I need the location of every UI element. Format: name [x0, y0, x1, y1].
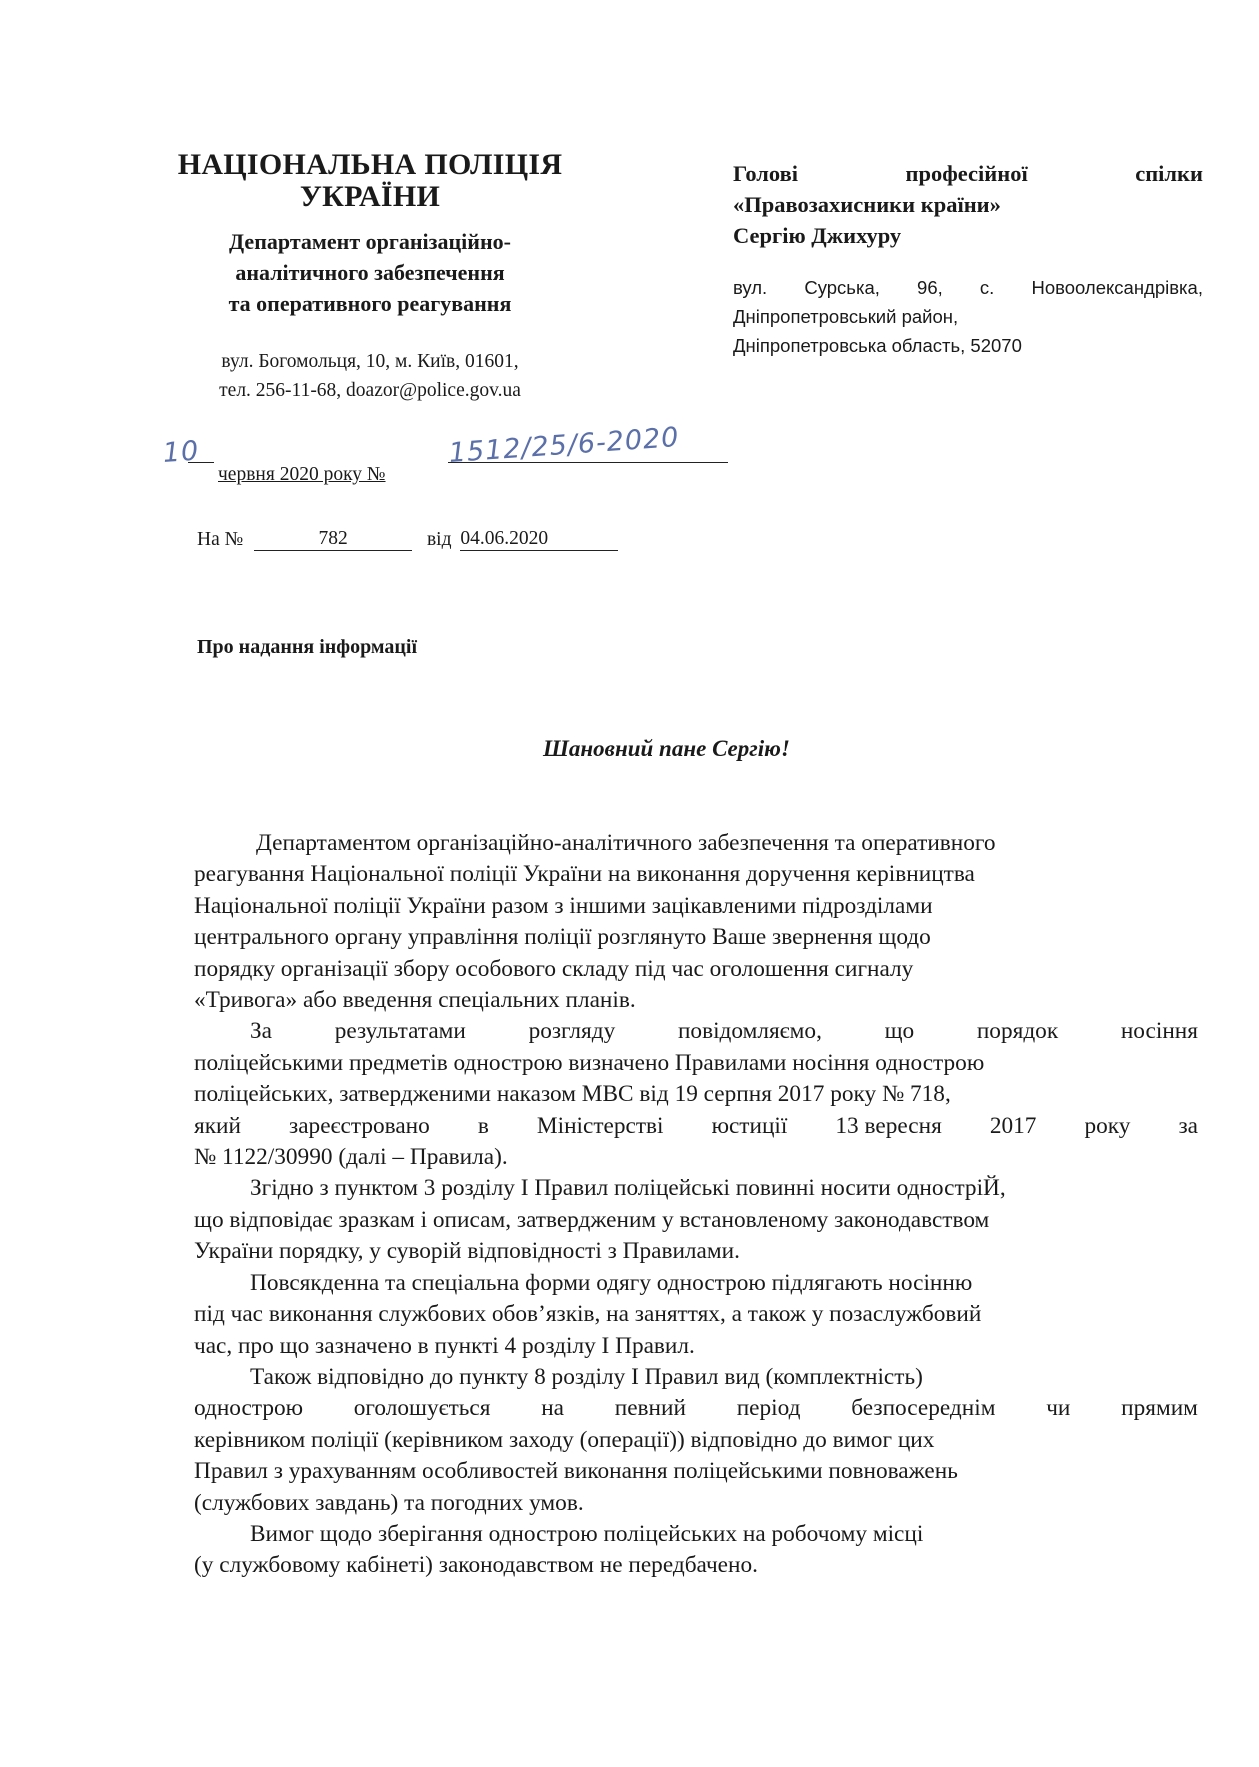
greeting: Шановний пане Сергію!: [543, 736, 790, 761]
dept-line3: та оперативного реагування: [228, 291, 512, 316]
from-date: 04.06.2020: [460, 528, 618, 551]
body-line: Повсякденна та спеціальна форми одягу однострою підлягають носінню: [250, 1269, 973, 1296]
body-text: реагування Національної поліції України на виконання доручення керівництва: [194, 861, 975, 888]
body-line: [194, 1111, 1198, 1142]
body-line: [194, 891, 1198, 922]
address-word: 96,: [917, 277, 943, 298]
body-word: на: [541, 1395, 565, 1422]
in-reply-reference: [197, 528, 618, 551]
in-reply-number: 782: [254, 528, 412, 551]
body-line: [194, 1393, 1198, 1424]
recipient-word: спілки: [1135, 161, 1203, 186]
body-word: чи: [1046, 1395, 1071, 1422]
body-line: керівником поліції (керівником заходу (операції)) відповідно до вимог цих: [194, 1426, 935, 1453]
body-word: розгляду: [528, 1018, 616, 1045]
body-word: результатами: [334, 1018, 466, 1045]
recipient-address-line3: Дніпропетровська область, 52070: [733, 335, 1022, 356]
recipient-word: професійної: [905, 161, 1028, 186]
body-word: За: [250, 1018, 273, 1045]
body-word: 13 вересня: [835, 1112, 942, 1139]
body-line: Правил з урахуванням особливостей виконання поліцейськими повноважень: [194, 1458, 958, 1485]
body-text: Національної поліції України разом з іншими зацікавленими підрозділами: [194, 892, 933, 919]
in-reply-label: На №: [197, 529, 244, 550]
body-line: Вимог щодо зберігання однострою поліцейських на робочому місці: [250, 1520, 924, 1547]
body-word: за: [1178, 1112, 1198, 1139]
body-line: [194, 859, 1198, 890]
from-label: від: [426, 529, 452, 550]
body-word: прямим: [1121, 1395, 1198, 1422]
dept-line1: Департамент організаційно-: [229, 229, 511, 254]
body-text: поліцейськими предметів однострою визначено Правилами носіння однострою: [194, 1049, 985, 1076]
body-line: час, про що зазначено в пункті 4 розділу І Правил.: [194, 1332, 695, 1359]
handwritten-number: 1512/25/6-2020: [447, 421, 681, 469]
body-word: який: [194, 1112, 241, 1139]
body-line: України порядку, у суворій відповідності з Правилами.: [194, 1238, 740, 1265]
day-underline: [188, 462, 214, 463]
body-word: носіння: [1120, 1018, 1198, 1045]
body-word: порядок: [976, 1018, 1059, 1045]
recipient-line3: Сергію Джихуру: [733, 223, 902, 248]
address-word: вул.: [733, 277, 768, 298]
body-line: [194, 922, 1198, 953]
address-word: Новоолександрівка,: [1031, 277, 1203, 298]
body-line: під час виконання службових обов’язків, на заняттях, а також у позаслужбовий: [194, 1301, 982, 1328]
month-year-text: червня 2020 року №: [218, 464, 386, 485]
body-line: Згідно з пунктом 3 розділу І Правил поліцейські повинні носити одностріЙ,: [250, 1175, 1006, 1202]
body-line: (у службовому кабінеті) законодавством не передбачено.: [194, 1552, 758, 1579]
body-line: [194, 1048, 1198, 1079]
body-word: безпосереднім: [851, 1395, 996, 1422]
org-name-line1: НАЦІОНАЛЬНА ПОЛІЦІЯ: [177, 148, 563, 181]
recipient-address-line1: [733, 273, 1203, 302]
body-line: [256, 828, 1198, 859]
body-word: певний: [614, 1395, 686, 1422]
body-word: юстиції: [711, 1112, 788, 1139]
recipient-line2: «Правозахисники країни»: [733, 192, 1001, 217]
address-word: с.: [979, 277, 995, 298]
letter-body: [194, 828, 1198, 1582]
recipient-word: Голові: [733, 161, 799, 186]
body-line: що відповідає зразкам і описам, затвердженим у встановленому законодавством: [194, 1206, 990, 1233]
sender-address-line2: тел. 256-11-68, doazor@police.gov.ua: [219, 380, 521, 401]
org-name-line2: УКРАЇНИ: [299, 180, 441, 213]
body-word: однострою: [194, 1395, 304, 1422]
body-text: центрального органу управління поліції розглянуто Ваше звернення щодо: [194, 924, 931, 951]
body-line: [194, 954, 1198, 985]
body-word: в: [477, 1112, 489, 1139]
subject: Про надання інформації: [197, 636, 418, 658]
recipient-address-line2: Дніпропетровський район,: [733, 306, 959, 327]
body-line: (службових завдань) та погодних умов.: [194, 1489, 584, 1516]
recipient-block: [733, 158, 1203, 360]
body-text: порядку організації збору особового складу під час оголошення сигналу: [194, 955, 914, 982]
body-word: 2017: [989, 1112, 1037, 1139]
recipient-line1: [733, 158, 1203, 189]
body-line: [250, 1016, 1198, 1047]
body-word: оголошується: [353, 1395, 491, 1422]
body-line: [194, 1079, 1198, 1110]
address-word: Сурська,: [804, 277, 880, 298]
sender-address-line1: вул. Богомольця, 10, м. Київ, 01601,: [221, 351, 519, 372]
outgoing-reference: [160, 421, 780, 492]
body-word: повідомляємо,: [677, 1018, 822, 1045]
body-line: № 1122/30990 (далі – Правила).: [194, 1144, 508, 1171]
body-text: Департаментом організаційно-аналітичного забезпечення та оперативного: [256, 830, 996, 856]
body-word: року: [1084, 1112, 1131, 1139]
body-word: період: [736, 1395, 801, 1422]
body-word: Міністерстві: [536, 1112, 664, 1139]
handwritten-day: 10: [161, 435, 201, 469]
body-line: Також відповідно до пункту 8 розділу І Правил вид (комплектність): [250, 1363, 923, 1390]
dept-line2: аналітичного забезпечення: [235, 260, 505, 285]
body-word: зареєстровано: [289, 1112, 430, 1139]
body-word: що: [884, 1018, 915, 1045]
body-text: поліцейських, затвердженими наказом МВС від 19 серпня 2017 року № 718,: [194, 1081, 951, 1108]
body-line: «Тривога» або введення спеціальних планів.: [194, 987, 636, 1014]
sender-block: [150, 148, 590, 405]
